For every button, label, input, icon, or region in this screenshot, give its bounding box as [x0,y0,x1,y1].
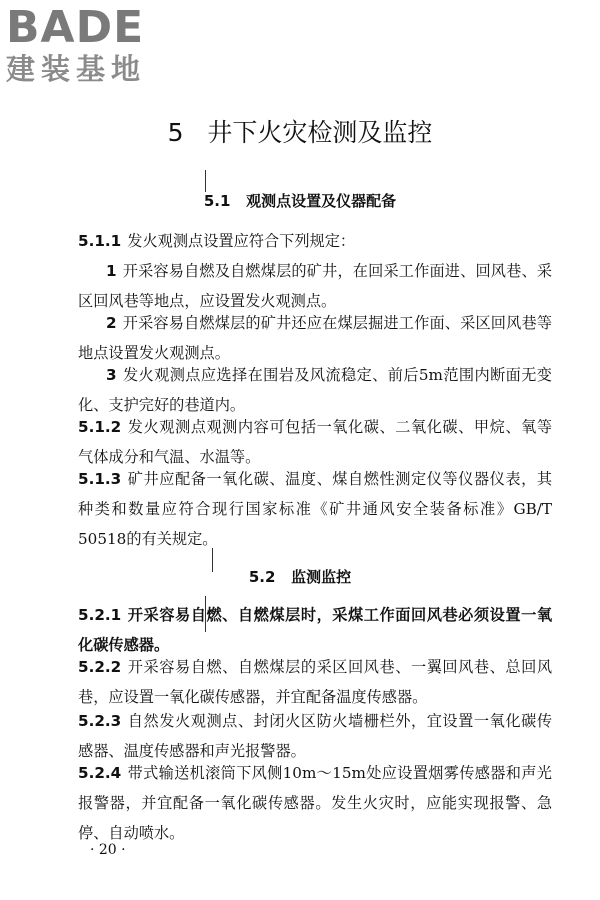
clause-5-2-2 [78,652,552,712]
section-title-text: 观测点设置及仪器配备 [246,192,397,210]
clause-5-1-2 [78,412,552,472]
section-title-5-1 [0,190,600,212]
clause-5-1-1-item-2 [78,308,552,368]
page-number: · 20 · [90,842,126,858]
watermark-cjk-text: 建装基地 [6,52,147,86]
clause-number: 2 [106,314,117,332]
chapter-title-text: 井下火灾检测及监控 [207,118,433,147]
clause-number: 5.2.2 [78,658,122,676]
watermark-latin-text: BADE [6,2,145,53]
clause-text: 开采容易自燃、自燃煤层的采区回风巷、一翼回风巷、总回风巷，应设置一氧化碳传感器，并宜配备温度传感器。 [78,658,552,706]
chapter-number: 5 [167,118,184,147]
clause-text: 自然发火观测点、封闭火区防火墙栅栏外，宜设置一氧化碳传感器、温度传感器和声光报警器。 [78,712,552,760]
clause-5-1-1-item-3 [78,360,552,420]
clause-text: 发火观测点观测内容可包括一氧化碳、二氧化碳、甲烷、氧等气体成分和气温、水温等。 [78,418,552,466]
clause-5-2-3 [78,706,552,766]
clause-text: 开采容易自燃、自燃煤层时，采煤工作面回风巷必须设置一氧化碳传感器。 [78,606,552,654]
clause-text: 发火观测点应选择在围岩及风流稳定、前后5m范围内断面无变化、支护完好的巷道内。 [78,366,552,414]
clause-number: 5.2.4 [78,764,122,782]
clause-number: 5.2.1 [78,606,122,624]
clause-number: 5.2.3 [78,712,122,730]
bade-watermark-logo [6,4,176,86]
clause-text: 带式输送机滚筒下风侧10m～15m处应设置烟雾传感器和声光报警器，并宜配备一氧化碳传感器。发生火灾时，应能实现报警、急停、自动喷水。 [78,764,552,842]
clause-text: 开采容易自燃及自燃煤层的矿井，在回采工作面进、回风巷、采区回风巷等地点，应设置发火观测点。 [78,262,552,310]
clause-5-1-3 [78,464,552,554]
scan-artifact-line [205,170,206,192]
clause-5-1-1-item-1 [78,256,552,316]
clause-number: 5.1.2 [78,418,122,436]
clause-number: 1 [106,262,117,280]
section-title-text: 监测监控 [291,568,352,586]
clause-5-1-1 [78,226,552,256]
clause-5-2-4 [78,758,552,848]
clause-text: 发火观测点设置应符合下列规定： [127,232,356,250]
clause-text: 矿井应配备一氧化碳、温度、煤自燃性测定仪等仪器仪表，其种类和数量应符合现行国家标准《矿井通风安全装备标准》GB/T 50518的有关规定。 [78,470,552,548]
clause-text: 开采容易自燃煤层的矿井还应在煤层掘进工作面、采区回风巷等地点设置发火观测点。 [78,314,552,362]
clause-number: 5.1.3 [78,470,122,488]
section-number: 5.2 [248,568,276,586]
scan-artifact-line [212,548,213,572]
clause-number: 3 [106,366,117,384]
section-title-5-2 [0,566,600,588]
clause-5-2-1 [78,600,552,660]
chapter-title [0,116,600,150]
clause-number: 5.1.1 [78,232,122,250]
section-number: 5.1 [203,192,231,210]
